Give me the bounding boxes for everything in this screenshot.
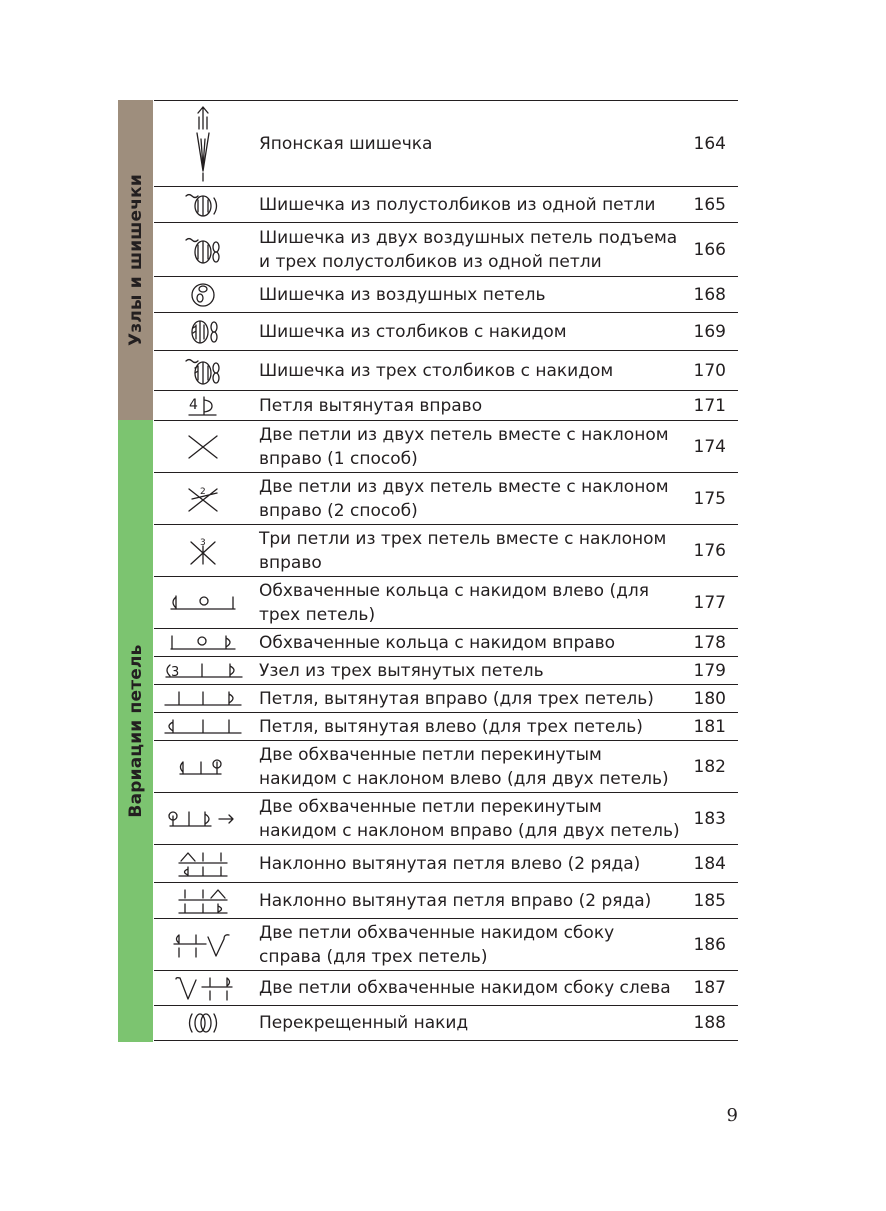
table-row <box>154 313 738 351</box>
table-row <box>154 919 738 971</box>
page-ref: 179 <box>693 660 726 681</box>
page-ref: 182 <box>693 756 726 777</box>
pulled-left-three-icon <box>163 717 243 737</box>
cross-2-icon <box>187 485 219 513</box>
stitch-name: Две петли из двух петель вместе с наклоном вправо (2 способ) <box>259 476 669 521</box>
page-ref: 187 <box>693 978 726 998</box>
side-wrap-right-icon <box>172 931 234 959</box>
slant-pulled-left-icon <box>177 849 229 879</box>
table-row <box>154 845 738 883</box>
table-row <box>154 351 738 391</box>
symbol-text: 2 <box>200 486 206 497</box>
page-ref: 164 <box>693 133 726 154</box>
table-row <box>154 421 738 473</box>
stitch-name: Две петли из двух петель вместе с наклоном вправо (1 способ) <box>259 424 669 469</box>
table-row <box>154 657 738 685</box>
page-ref: 188 <box>693 1013 726 1033</box>
stitch-name: Три петли из трех петель вместе с наклоном вправо <box>259 528 667 573</box>
table-row <box>154 713 738 741</box>
table-row <box>154 1006 738 1041</box>
table-row <box>154 525 738 577</box>
japanese-bobble-icon <box>193 105 213 183</box>
stitch-name: Наклонно вытянутая петля вправо (2 ряда) <box>259 890 652 911</box>
wrapped-slant-right-icon <box>167 808 239 830</box>
loop-pulled-right-icon <box>188 395 218 417</box>
stitch-name: Две петли обхваченные накидом сбоку справа (для трех петель) <box>259 922 615 967</box>
page-ref: 178 <box>693 632 726 653</box>
table-row <box>154 577 738 629</box>
stitch-name: Петля вытянутая вправо <box>259 395 483 416</box>
three-dc-bobble-icon <box>183 356 223 386</box>
page-ref: 169 <box>693 321 726 342</box>
section-label: Вариации петель <box>125 644 146 818</box>
table-row <box>154 685 738 713</box>
page-ref: 184 <box>693 853 726 874</box>
page-ref: 175 <box>693 488 726 509</box>
stitch-name: Обхваченные кольца с накидом влево (для трех петель) <box>259 580 649 625</box>
wrapped-slant-left-icon <box>177 756 229 778</box>
symbol-text: 3 <box>171 664 180 680</box>
side-wrap-left-icon <box>172 974 234 1002</box>
cross-icon <box>187 434 219 460</box>
crossed-yarn-over-icon <box>186 1011 220 1035</box>
stitch-name: Две обхваченные петли перекинутым накидом с наклоном влево (для двух петель) <box>259 744 669 789</box>
stitch-name: Шишечка из воздушных петель <box>259 284 546 305</box>
chain-bobble-icon <box>188 281 218 309</box>
table-row <box>154 629 738 657</box>
page-ref: 168 <box>693 284 726 305</box>
three-loop-knot-icon <box>162 661 244 681</box>
table-row <box>154 101 738 187</box>
chain-and-hdc-bobble-icon <box>183 235 223 265</box>
wrapped-rings-left-icon <box>168 593 238 613</box>
stitch-name: Петля, вытянутая влево (для трех петель) <box>259 716 643 737</box>
table-row <box>154 741 738 793</box>
stitch-name: Обхваченные кольца с накидом вправо <box>259 632 616 653</box>
wrapped-rings-right-icon <box>168 633 238 653</box>
table-row <box>154 187 738 223</box>
page-ref: 183 <box>693 808 726 829</box>
page-ref: 181 <box>693 716 726 737</box>
half-double-crochet-bobble-icon <box>183 192 223 218</box>
page-ref: 166 <box>693 239 726 260</box>
stitch-name: Перекрещенный накид <box>259 1013 469 1033</box>
table-row <box>154 391 738 421</box>
page-ref: 186 <box>693 934 726 955</box>
page-ref: 176 <box>693 540 726 561</box>
stitch-name: Шишечка из двух воздушных петель подъема и трех полустолбиков из одной петли <box>259 227 678 272</box>
symbol-table <box>154 100 738 1041</box>
pulled-right-three-icon <box>163 689 243 709</box>
stitch-name: Японская шишечка <box>259 133 433 154</box>
table-row <box>154 223 738 277</box>
double-crochet-bobble-icon <box>186 318 220 346</box>
page-ref: 185 <box>693 890 726 911</box>
page-ref: 180 <box>693 688 726 709</box>
symbol-text: 3 <box>200 537 206 548</box>
stitch-name: Наклонно вытянутая петля влево (2 ряда) <box>259 853 641 874</box>
page-ref: 177 <box>693 592 726 613</box>
stitch-name: Две петли обхваченные накидом сбоку слева <box>259 978 671 998</box>
table-row <box>154 277 738 313</box>
page-ref: 170 <box>693 360 726 381</box>
stitch-name: Петля, вытянутая вправо (для трех петель) <box>259 688 654 709</box>
cross-3-icon <box>187 536 219 566</box>
table-row <box>154 971 738 1006</box>
stitch-name: Шишечка из трех столбиков с накидом <box>259 360 614 381</box>
stitch-name: Две обхваченные петли перекинутым накидом с наклоном вправо (для двух петель) <box>259 796 680 841</box>
table-row <box>154 883 738 919</box>
page-ref: 165 <box>693 194 726 215</box>
table-row <box>154 473 738 525</box>
section-band-variations <box>118 420 153 1042</box>
section-band-knots <box>118 100 153 420</box>
slant-pulled-right-icon <box>177 886 229 916</box>
section-label: Узлы и шишечки <box>125 173 146 347</box>
page-number: 9 <box>726 1105 738 1126</box>
stitch-name: Шишечка из полустолбиков из одной петли <box>259 194 656 215</box>
table-row <box>154 793 738 845</box>
page-ref: 174 <box>693 436 726 457</box>
stitch-name: Шишечка из столбиков с накидом <box>259 321 567 342</box>
symbol-text: 4 <box>189 396 198 413</box>
stitch-name: Узел из трех вытянутых петель <box>259 660 544 681</box>
page-ref: 171 <box>693 395 726 416</box>
